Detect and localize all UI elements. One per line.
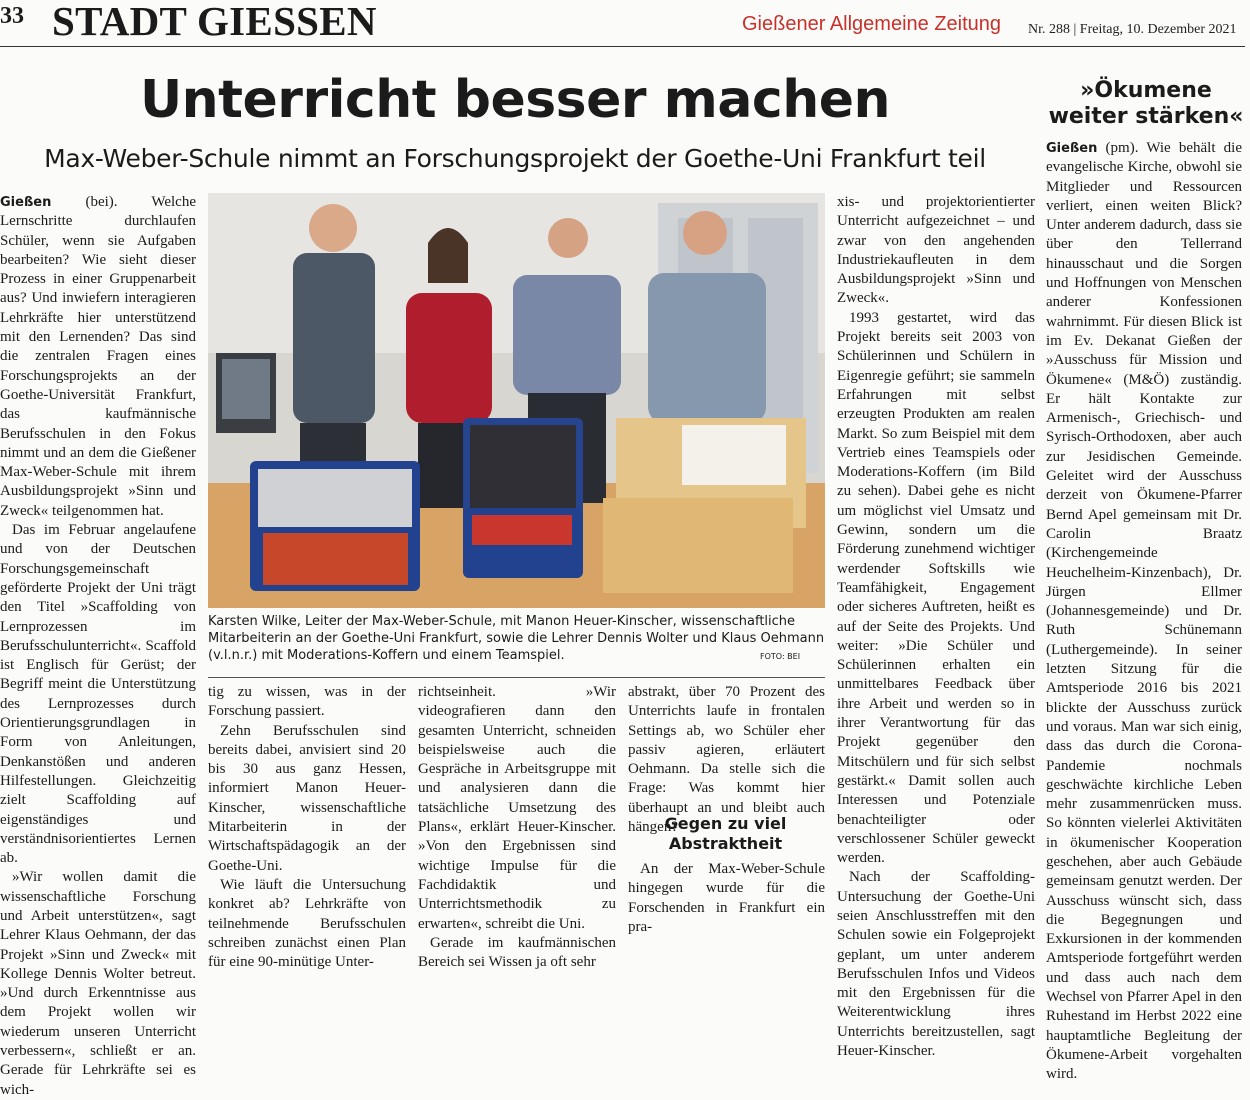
dateline: Gießen — [1046, 141, 1098, 156]
sidebar-headline-line-1: »Ökumene — [1080, 78, 1212, 103]
caption-rule — [208, 677, 825, 678]
photo-illustration — [208, 193, 825, 608]
paragraph: Zehn Berufsschulen sind bereits dabei, anvisiert sind 20 bis 30 aus ganz Hessen, informiert Manon Heuer-Kinscher, wissenschaftliche Mitarbeiterin in der Wirtschaftspädagogik an der Goethe-Uni. — [208, 722, 406, 874]
paragraph: richtseinheit. »Wir videografieren dann den gesamten Unterricht, schneiden beispielsweise auch die Gespräche in Arbeitsgruppe mit und analysieren dann die tatsächliche Umsetzung des Plans«, erklärt Heuer-Kinscher. »Von den Ergebnissen sind wichtige Impulse für die Fachdidaktik und Unterrichtsmethodik zu erwarten«, schreibt die Uni. — [418, 684, 616, 932]
article-subheadline: Max-Weber-Schule nimmt an Forschungsprojekt der Goethe-Uni Frankfurt teil — [44, 144, 986, 173]
sidebar-headline-line-2: weiter stärken« — [1048, 104, 1244, 129]
article-column-4-continued — [628, 860, 825, 935]
paragraph: Wie läuft die Untersuchung konkret ab? Lehrkräfte von teilnehmende Berufsschulen schreiben zunächst einen Plan für eine 90-minütige Unter- — [208, 876, 406, 971]
article-column-2 — [208, 683, 406, 971]
newspaper-name: Gießener Allgemeine Zeitung — [742, 13, 1002, 35]
paragraph: Das im Februar angelaufene und von der Deutschen Forschungsgemeinschaft geförderte Projekt der Uni trägt den Titel »Scaffolding von Lernprozessen im Berufsschulunterricht«. Scaffold ist Englisch für Gerüst; der Begriff meint die Unterstützung des Lernprozesses durch Orientierungsgrundlagen in Form von Anleitungen, Denkanstößen und anderen Hilfestellungen. Gleichzeitig zielt Scaffolding auf eigenständiges und verständnisorientiertes Lernen ab. — [0, 522, 196, 867]
article-column-1 — [0, 193, 196, 1098]
paragraph: Gießen (bei). Welche Lernschritte durchlaufen Schüler, wenn sie Aufgaben bearbeiten? Wie sieht dieser Prozess in einer Gruppenarbeit aus? Und inwiefern interagieren Lehrkräfte hier unterstützend mit den Lernenden? Das sind die zentralen Fragen eines Forschungsprojekts an der Goethe-Universität Frankfurt, das kaufmännische Berufsschulen in den Fokus nimmt und an dem die Gießener Max-Weber-Schule mit ihrem Ausbildungsprojekt »Sinn und Zweck« teilgenommen hat. — [0, 194, 196, 519]
paragraph: 1993 gestartet, wird das Projekt bereits seit 2003 von Schülerinnen und Schülern in Eigenregie geführt; sie sammeln Erfahrungen mit selbst erzeugten Produkten am realen Markt. So zum Beispiel mit dem Vertrieb eines Teamspiels oder Moderations-Koffern (im Bild zu sehen). Dabei gehe es nicht um möglichst viel Umsatz und Gewinn, sondern um die Förderung zunehmend wichtiger werdender Softskills wie Teamfähigkeit, Engagement oder sicheres Auftreten, heißt es auf der Seite des Projekts. Und weiter: »Die Schüler und Schülerinnen erhalten ein unmittelbares Feedback über ihre Arbeit und werden so in ihrer Verantwortung für das Projekt gegenüber den Mitschülern und für sich selbst gestärkt.« Damit sollen auch Interessen und Potenziale benachteiligter oder verschlossener Schüler geweckt werden. — [837, 309, 1035, 867]
sidebar-article — [1046, 139, 1242, 1083]
paragraph: abstrakt, über 70 Prozent des Unterrichts laufe in frontalen Settings ab, wo Schüler eher passiv agieren, erläutert Oehmann. Da stelle sich die Frage: Was kommt hier überhaupt an und bleibt auch hängen? — [628, 684, 825, 836]
article-photo — [208, 193, 825, 608]
masthead-rule — [0, 46, 1245, 47]
intertitle-line-2: Abstraktheit — [668, 834, 783, 853]
dateline: Gießen — [0, 195, 52, 210]
article-headline: Unterricht besser machen — [139, 70, 891, 130]
paragraph: »Wir wollen damit die wissenschaftliche Forschung und Arbeit unterstützen«, sagt Lehrer Klaus Oehmann, der das Projekt »Sinn und Zweck« mit Kollege Dennis Wolter betreut. »Und durch Erkenntnisse aus dem Projekt wollen wir wiederum unseren Unterricht verbessern«, schließt er an. Gerade für Lehrkräfte sei es wich- — [0, 869, 196, 1098]
article-column-5 — [837, 193, 1035, 1060]
paragraph: Nach der Scaffolding-Untersuchung der Goethe-Uni seien Anschlusstreffen mit den Schulen sowie ein Folgeprojekt geplant, um unter anderem Berufsschulen Infos und Videos mit den Ergebnissen für die Weiterentwicklung ihres Unterrichts bereitzustellen, sagt Heuer-Kinscher. — [837, 869, 1035, 1060]
section-title: STADT GIESSEN — [52, 0, 377, 44]
paragraph: An der Max-Weber-Schule hingegen wurde für die Forschenden in Frankfurt ein pra- — [628, 861, 825, 935]
paragraph: xis- und projektorientierter Unterricht aufgezeichnet – und zwar von den angehenden Industriekaufleuten in dem Ausbildungsprojekt »Sinn und Zweck«. — [837, 194, 1035, 307]
intertitle-line-1: Gegen zu viel — [664, 814, 787, 833]
page-number: 33 — [0, 3, 24, 29]
intertitle — [628, 814, 823, 854]
article-column-3 — [418, 683, 616, 971]
photo-caption: Karsten Wilke, Leiter der Max-Weber-Schule, mit Manon Heuer-Kinscher, wissenschaftliche Mitarbeiterin an der Goethe-Uni Frankfurt, sowie die Lehrer Dennis Wolter und Klaus Oehmann (v.l.n.r.) mit Moderations-Koffern und einem Teamspiel. — [208, 614, 825, 663]
sidebar-headline — [1042, 78, 1250, 130]
paragraph: Gerade im kaufmännischen Bereich sei Wissen ja oft sehr — [418, 934, 616, 971]
paragraph: Gießen (pm). Wie behält die evangelische Kirche, obwohl sie Mitglieder und Ressourcen verliert, einen weiten Blick? Unter anderem dadurch, dass sie über den Tellerrand hinausschaut und die Sorgen und Hoffnungen von Menschen anderer Konfessionen wahrnimmt. Für diesen Blick ist im Ev. Dekanat Gießen der »Ausschuss für Mission und Ökumene« (M&Ö) zuständig. Er hält Kontakte zur Armenisch-, Griechisch- und Syrisch-Orthodoxen, aber auch zur Jesidischen Gemeinde. Geleitet wird der Ausschuss derzeit von Ökumene-Pfarrer Bernd Apel gemeinsam mit Dr. Carolin Braatz (Kirchengemeinde Heuchelheim-Kinzenbach), Dr. Jürgen Ellmer (Johannesgemeinde) und Dr. Ruth Schünemann (Luthergemeinde). In seiner letzten Sitzung für die Amtsperiode 2016 bis 2021 blickte der Ausschuss zurück und voraus. Man war sich einig, dass das durch die Corona-Pandemie nochmals geschwächte kirchliche Leben mehr zusammenrücken muss. So könnten vielerlei Aktivitäten in ökumenischer Kooperation geschehen, aber auch Gebäude gemeinsam genutzt werden. Der Ausschuss wünscht sich, dass die Begegnungen und Exkursionen in der kommenden Amtsperiode fortgeführt werden und dass auch nach dem Wechsel von Pfarrer Apel in den Ruhestand im Herbst 2022 eine hauptamtliche Begleitung der Ökumene-Arbeit vorgehalten wird. — [1046, 140, 1242, 1083]
issue-info: Nr. 288 | Freitag, 10. Dezember 2021 — [1028, 22, 1237, 37]
photo-credit: FOTO: BEI — [760, 652, 801, 661]
paragraph: tig zu wissen, was in der Forschung passiert. — [208, 684, 406, 720]
